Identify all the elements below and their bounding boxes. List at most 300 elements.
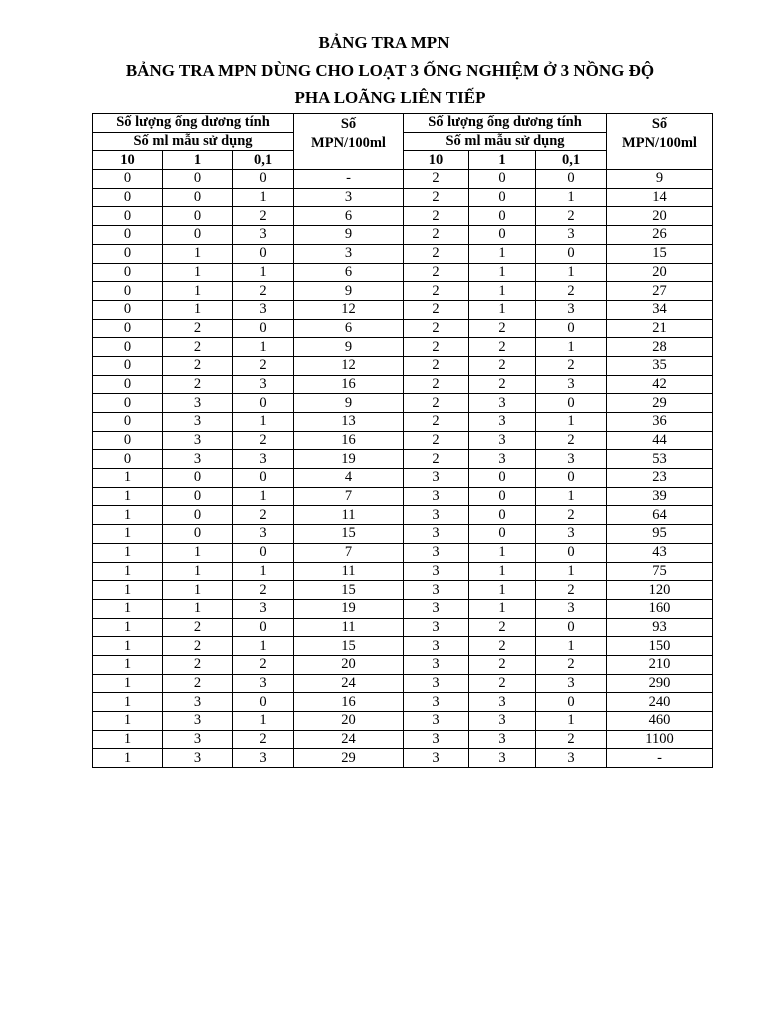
- right-tube-count-cell: 2: [536, 506, 607, 525]
- right-mpn-value-cell: 120: [607, 581, 713, 600]
- right-tube-count-cell: 2: [469, 637, 536, 656]
- right-tube-count-cell: 3: [404, 674, 469, 693]
- table-row: [93, 599, 713, 618]
- right-tube-count-cell: 3: [536, 450, 607, 469]
- right-tube-count-cell: 2: [404, 300, 469, 319]
- left-tube-count-cell: 1: [233, 188, 294, 207]
- table-row: [93, 356, 713, 375]
- right-tube-count-cell: 3: [469, 749, 536, 768]
- right-mpn-value-cell: 93: [607, 618, 713, 637]
- table-row: [93, 282, 713, 301]
- right-tube-count-cell: 1: [469, 282, 536, 301]
- left-mpn-value-cell: 12: [294, 300, 404, 319]
- right-tube-count-cell: 2: [404, 413, 469, 432]
- left-tube-count-cell: 1: [93, 506, 163, 525]
- left-tube-count-cell: 1: [93, 487, 163, 506]
- left-tube-count-cell: 2: [163, 375, 233, 394]
- left-tube-count-cell: 0: [233, 543, 294, 562]
- left-tube-count-cell: 0: [93, 319, 163, 338]
- left-tube-count-cell: 3: [163, 712, 233, 731]
- right-mpn-value-cell: 240: [607, 693, 713, 712]
- right-tube-count-cell: 3: [536, 749, 607, 768]
- right-mpn-header: [607, 114, 713, 170]
- left-tube-count-cell: 1: [163, 562, 233, 581]
- right-positive-tubes-header: Số lượng ống dương tính: [404, 114, 607, 133]
- left-tube-count-cell: 0: [93, 170, 163, 189]
- right-mpn-value-cell: 1100: [607, 730, 713, 749]
- right-tube-count-cell: 1: [536, 637, 607, 656]
- right-tube-count-cell: 2: [404, 319, 469, 338]
- left-mpn-value-cell: 9: [294, 226, 404, 245]
- table-row: [93, 263, 713, 282]
- table-row: [93, 712, 713, 731]
- right-mpn-value-cell: 460: [607, 712, 713, 731]
- right-tube-count-cell: 2: [469, 655, 536, 674]
- right-tube-count-cell: 1: [536, 712, 607, 731]
- right-mpn-value-cell: 160: [607, 599, 713, 618]
- left-mpn-value-cell: 19: [294, 599, 404, 618]
- header-row-1: [93, 114, 713, 133]
- right-tube-count-cell: 1: [469, 244, 536, 263]
- table-row: [93, 674, 713, 693]
- left-tube-count-cell: 0: [163, 188, 233, 207]
- table-row: [93, 300, 713, 319]
- right-tube-count-cell: 2: [469, 674, 536, 693]
- table-row: [93, 244, 713, 263]
- right-mpn-value-cell: 15: [607, 244, 713, 263]
- left-tube-count-cell: 3: [233, 375, 294, 394]
- left-dilution-10: 10: [93, 151, 163, 170]
- right-tube-count-cell: 3: [404, 581, 469, 600]
- left-tube-count-cell: 0: [163, 226, 233, 245]
- right-tube-count-cell: 3: [469, 693, 536, 712]
- right-tube-count-cell: 2: [469, 356, 536, 375]
- left-tube-count-cell: 0: [233, 394, 294, 413]
- left-mpn-value-cell: 15: [294, 637, 404, 656]
- table-header: [93, 114, 713, 170]
- left-mpn-value-cell: 16: [294, 431, 404, 450]
- right-tube-count-cell: 1: [536, 562, 607, 581]
- left-tube-count-cell: 3: [233, 525, 294, 544]
- left-mpn-value-cell: 9: [294, 338, 404, 357]
- right-tube-count-cell: 3: [404, 487, 469, 506]
- left-tube-count-cell: 3: [163, 730, 233, 749]
- table-row: [93, 375, 713, 394]
- left-mpn-value-cell: 7: [294, 487, 404, 506]
- left-mpn-value-cell: -: [294, 170, 404, 189]
- left-tube-count-cell: 1: [93, 469, 163, 488]
- left-tube-count-cell: 1: [233, 712, 294, 731]
- right-tube-count-cell: 2: [404, 394, 469, 413]
- left-tube-count-cell: 1: [93, 599, 163, 618]
- left-tube-count-cell: 3: [163, 413, 233, 432]
- right-tube-count-cell: 0: [536, 543, 607, 562]
- right-tube-count-cell: 3: [469, 431, 536, 450]
- subtitle-line-2: PHA LOÃNG LIÊN TIẾP: [294, 88, 486, 107]
- right-tube-count-cell: 2: [404, 338, 469, 357]
- table-row: [93, 655, 713, 674]
- left-tube-count-cell: 1: [233, 413, 294, 432]
- right-tube-count-cell: 0: [469, 469, 536, 488]
- left-tube-count-cell: 1: [233, 338, 294, 357]
- left-tube-count-cell: 2: [163, 637, 233, 656]
- left-mpn-value-cell: 20: [294, 655, 404, 674]
- left-tube-count-cell: 1: [163, 244, 233, 263]
- left-tube-count-cell: 1: [233, 487, 294, 506]
- table-row: [93, 394, 713, 413]
- right-tube-count-cell: 3: [536, 226, 607, 245]
- right-tube-count-cell: 2: [404, 263, 469, 282]
- right-mpn-value-cell: 75: [607, 562, 713, 581]
- right-mpn-value-cell: 53: [607, 450, 713, 469]
- left-tube-count-cell: 1: [233, 263, 294, 282]
- right-tube-count-cell: 0: [469, 170, 536, 189]
- table-row: [93, 170, 713, 189]
- left-tube-count-cell: 0: [93, 226, 163, 245]
- left-tube-count-cell: 2: [163, 655, 233, 674]
- right-tube-count-cell: 2: [469, 375, 536, 394]
- left-tube-count-cell: 0: [163, 506, 233, 525]
- left-mpn-value-cell: 16: [294, 693, 404, 712]
- right-tube-count-cell: 3: [536, 300, 607, 319]
- right-mpn-value-cell: 29: [607, 394, 713, 413]
- left-tube-count-cell: 0: [93, 450, 163, 469]
- left-mpn-value-cell: 12: [294, 356, 404, 375]
- left-mpn-value-cell: 9: [294, 282, 404, 301]
- right-tube-count-cell: 2: [404, 226, 469, 245]
- right-mpn-value-cell: 28: [607, 338, 713, 357]
- left-tube-count-cell: 0: [93, 282, 163, 301]
- left-tube-count-cell: 2: [233, 207, 294, 226]
- table-row: [93, 226, 713, 245]
- right-tube-count-cell: 2: [404, 188, 469, 207]
- left-tube-count-cell: 2: [163, 338, 233, 357]
- right-tube-count-cell: 3: [469, 394, 536, 413]
- left-tube-count-cell: 3: [163, 394, 233, 413]
- right-tube-count-cell: 2: [404, 450, 469, 469]
- right-tube-count-cell: 2: [536, 356, 607, 375]
- left-tube-count-cell: 2: [163, 319, 233, 338]
- left-mpn-header-line1: Số: [340, 116, 357, 132]
- left-tube-count-cell: 3: [163, 693, 233, 712]
- right-tube-count-cell: 2: [536, 207, 607, 226]
- right-tube-count-cell: 1: [536, 487, 607, 506]
- mpn-table: [92, 113, 713, 768]
- left-tube-count-cell: 1: [233, 562, 294, 581]
- table-row: [93, 581, 713, 600]
- table-row: [93, 637, 713, 656]
- right-mpn-value-cell: 43: [607, 543, 713, 562]
- right-tube-count-cell: 2: [404, 244, 469, 263]
- right-mpn-value-cell: 21: [607, 319, 713, 338]
- right-mpn-header-line2: MPN/100ml: [622, 135, 697, 151]
- table-row: [93, 749, 713, 768]
- table-row: [93, 487, 713, 506]
- left-tube-count-cell: 1: [93, 693, 163, 712]
- left-tube-count-cell: 1: [163, 263, 233, 282]
- table-row: [93, 319, 713, 338]
- right-tube-count-cell: 3: [404, 599, 469, 618]
- left-mpn-header: [294, 114, 404, 170]
- left-mpn-value-cell: 29: [294, 749, 404, 768]
- left-tube-count-cell: 1: [163, 300, 233, 319]
- right-mpn-value-cell: 9: [607, 170, 713, 189]
- page-title: BẢNG TRA MPN: [318, 33, 450, 52]
- right-tube-count-cell: 1: [536, 338, 607, 357]
- right-tube-count-cell: 3: [404, 543, 469, 562]
- left-tube-count-cell: 0: [93, 244, 163, 263]
- right-tube-count-cell: 0: [536, 319, 607, 338]
- table-row: [93, 618, 713, 637]
- left-tube-count-cell: 1: [163, 581, 233, 600]
- left-tube-count-cell: 0: [93, 394, 163, 413]
- left-mpn-value-cell: 15: [294, 525, 404, 544]
- right-tube-count-cell: 0: [469, 188, 536, 207]
- right-tube-count-cell: 3: [404, 618, 469, 637]
- right-mpn-value-cell: -: [607, 749, 713, 768]
- left-tube-count-cell: 0: [233, 618, 294, 637]
- right-mpn-value-cell: 20: [607, 207, 713, 226]
- left-tube-count-cell: 2: [233, 655, 294, 674]
- right-tube-count-cell: 0: [469, 226, 536, 245]
- left-tube-count-cell: 1: [93, 674, 163, 693]
- left-mpn-value-cell: 24: [294, 730, 404, 749]
- right-mpn-header-line1: Số: [651, 116, 668, 132]
- right-tube-count-cell: 0: [469, 506, 536, 525]
- right-tube-count-cell: 0: [536, 394, 607, 413]
- left-tube-count-cell: 2: [163, 674, 233, 693]
- left-tube-count-cell: 0: [233, 244, 294, 263]
- left-tube-count-cell: 2: [163, 356, 233, 375]
- left-tube-count-cell: 1: [233, 637, 294, 656]
- right-tube-count-cell: 2: [404, 282, 469, 301]
- right-mpn-value-cell: 290: [607, 674, 713, 693]
- left-tube-count-cell: 2: [163, 618, 233, 637]
- left-tube-count-cell: 0: [93, 207, 163, 226]
- right-tube-count-cell: 3: [536, 674, 607, 693]
- right-tube-count-cell: 3: [536, 525, 607, 544]
- left-tube-count-cell: 3: [163, 431, 233, 450]
- left-tube-count-cell: 3: [233, 749, 294, 768]
- right-tube-count-cell: 0: [536, 693, 607, 712]
- right-mpn-value-cell: 36: [607, 413, 713, 432]
- left-mpn-value-cell: 3: [294, 244, 404, 263]
- right-tube-count-cell: 0: [469, 207, 536, 226]
- right-tube-count-cell: 2: [469, 618, 536, 637]
- right-tube-count-cell: 0: [536, 244, 607, 263]
- left-sample-ml-header: Số ml mẫu sử dụng: [93, 132, 294, 151]
- table-row: [93, 431, 713, 450]
- right-tube-count-cell: 2: [404, 431, 469, 450]
- right-mpn-value-cell: 95: [607, 525, 713, 544]
- right-tube-count-cell: 2: [404, 356, 469, 375]
- left-tube-count-cell: 0: [93, 356, 163, 375]
- left-tube-count-cell: 1: [163, 599, 233, 618]
- left-tube-count-cell: 0: [93, 375, 163, 394]
- right-tube-count-cell: 3: [536, 375, 607, 394]
- right-tube-count-cell: 2: [536, 282, 607, 301]
- right-mpn-value-cell: 34: [607, 300, 713, 319]
- table-row: [93, 413, 713, 432]
- left-tube-count-cell: 0: [93, 338, 163, 357]
- right-tube-count-cell: 0: [536, 469, 607, 488]
- left-mpn-value-cell: 4: [294, 469, 404, 488]
- left-tube-count-cell: 0: [93, 413, 163, 432]
- left-mpn-value-cell: 15: [294, 581, 404, 600]
- left-tube-count-cell: 3: [163, 749, 233, 768]
- right-dilution-1: 1: [469, 151, 536, 170]
- left-tube-count-cell: 0: [93, 300, 163, 319]
- left-tube-count-cell: 0: [93, 263, 163, 282]
- right-mpn-value-cell: 35: [607, 356, 713, 375]
- right-tube-count-cell: 3: [469, 730, 536, 749]
- right-tube-count-cell: 0: [536, 170, 607, 189]
- left-tube-count-cell: 0: [233, 469, 294, 488]
- right-tube-count-cell: 2: [404, 207, 469, 226]
- left-tube-count-cell: 1: [93, 581, 163, 600]
- right-mpn-value-cell: 26: [607, 226, 713, 245]
- left-mpn-value-cell: 7: [294, 543, 404, 562]
- left-tube-count-cell: 1: [93, 730, 163, 749]
- left-tube-count-cell: 3: [233, 674, 294, 693]
- right-tube-count-cell: 2: [404, 170, 469, 189]
- left-tube-count-cell: 3: [233, 599, 294, 618]
- right-mpn-value-cell: 20: [607, 263, 713, 282]
- left-tube-count-cell: 2: [233, 730, 294, 749]
- right-tube-count-cell: 3: [469, 413, 536, 432]
- left-tube-count-cell: 3: [233, 450, 294, 469]
- left-dilution-1: 1: [163, 151, 233, 170]
- right-sample-ml-header: Số ml mẫu sử dụng: [404, 132, 607, 151]
- left-mpn-value-cell: 11: [294, 562, 404, 581]
- right-dilution-10: 10: [404, 151, 469, 170]
- right-tube-count-cell: 2: [536, 431, 607, 450]
- table-row: [93, 188, 713, 207]
- left-tube-count-cell: 0: [93, 188, 163, 207]
- right-tube-count-cell: 1: [469, 562, 536, 581]
- left-tube-count-cell: 0: [163, 469, 233, 488]
- right-tube-count-cell: 1: [469, 263, 536, 282]
- right-tube-count-cell: 2: [536, 730, 607, 749]
- left-tube-count-cell: 1: [93, 637, 163, 656]
- left-tube-count-cell: 0: [233, 319, 294, 338]
- table-row: [93, 730, 713, 749]
- right-tube-count-cell: 3: [404, 469, 469, 488]
- left-tube-count-cell: 1: [93, 618, 163, 637]
- left-tube-count-cell: 3: [163, 450, 233, 469]
- right-tube-count-cell: 2: [469, 319, 536, 338]
- left-positive-tubes-header: Số lượng ống dương tính: [93, 114, 294, 133]
- right-mpn-value-cell: 27: [607, 282, 713, 301]
- table-row: [93, 525, 713, 544]
- left-mpn-value-cell: 19: [294, 450, 404, 469]
- left-mpn-header-line2: MPN/100ml: [311, 135, 386, 151]
- left-mpn-value-cell: 6: [294, 263, 404, 282]
- right-mpn-value-cell: 44: [607, 431, 713, 450]
- left-tube-count-cell: 2: [233, 356, 294, 375]
- right-tube-count-cell: 1: [536, 188, 607, 207]
- right-tube-count-cell: 2: [536, 581, 607, 600]
- left-tube-count-cell: 1: [93, 749, 163, 768]
- right-tube-count-cell: 3: [404, 637, 469, 656]
- left-mpn-value-cell: 3: [294, 188, 404, 207]
- right-tube-count-cell: 2: [404, 375, 469, 394]
- right-dilution-0-1: 0,1: [536, 151, 607, 170]
- left-tube-count-cell: 0: [93, 431, 163, 450]
- right-tube-count-cell: 3: [404, 525, 469, 544]
- right-tube-count-cell: 3: [404, 506, 469, 525]
- right-tube-count-cell: 1: [536, 413, 607, 432]
- right-mpn-value-cell: 42: [607, 375, 713, 394]
- left-tube-count-cell: 1: [163, 543, 233, 562]
- right-tube-count-cell: 3: [469, 450, 536, 469]
- subtitle-line-1: BẢNG TRA MPN DÙNG CHO LOẠT 3 ỐNG NGHIỆM Ở 3 NỒNG ĐỘ: [125, 61, 655, 80]
- right-tube-count-cell: 3: [404, 749, 469, 768]
- left-tube-count-cell: 1: [163, 282, 233, 301]
- right-tube-count-cell: 3: [404, 562, 469, 581]
- right-mpn-value-cell: 39: [607, 487, 713, 506]
- right-mpn-value-cell: 210: [607, 655, 713, 674]
- left-mpn-value-cell: 6: [294, 207, 404, 226]
- table-row: [93, 562, 713, 581]
- left-tube-count-cell: 0: [163, 525, 233, 544]
- left-tube-count-cell: 0: [163, 487, 233, 506]
- table-row: [93, 450, 713, 469]
- right-mpn-value-cell: 14: [607, 188, 713, 207]
- right-tube-count-cell: 3: [404, 693, 469, 712]
- left-mpn-value-cell: 9: [294, 394, 404, 413]
- table-row: [93, 693, 713, 712]
- left-mpn-value-cell: 24: [294, 674, 404, 693]
- right-tube-count-cell: 2: [536, 655, 607, 674]
- right-mpn-value-cell: 150: [607, 637, 713, 656]
- left-tube-count-cell: 2: [233, 581, 294, 600]
- table-row: [93, 338, 713, 357]
- right-tube-count-cell: 3: [404, 655, 469, 674]
- table-row: [93, 207, 713, 226]
- right-tube-count-cell: 1: [469, 300, 536, 319]
- right-tube-count-cell: 1: [536, 263, 607, 282]
- right-tube-count-cell: 1: [469, 543, 536, 562]
- right-tube-count-cell: 1: [469, 599, 536, 618]
- right-tube-count-cell: 2: [469, 338, 536, 357]
- left-mpn-value-cell: 16: [294, 375, 404, 394]
- right-mpn-value-cell: 64: [607, 506, 713, 525]
- right-mpn-value-cell: 23: [607, 469, 713, 488]
- table-row: [93, 469, 713, 488]
- left-mpn-value-cell: 13: [294, 413, 404, 432]
- right-tube-count-cell: 0: [536, 618, 607, 637]
- left-mpn-value-cell: 11: [294, 618, 404, 637]
- left-tube-count-cell: 3: [233, 300, 294, 319]
- left-tube-count-cell: 0: [233, 170, 294, 189]
- right-tube-count-cell: 3: [536, 599, 607, 618]
- right-tube-count-cell: 1: [469, 581, 536, 600]
- right-tube-count-cell: 0: [469, 487, 536, 506]
- left-tube-count-cell: 0: [163, 170, 233, 189]
- table-row: [93, 543, 713, 562]
- left-mpn-value-cell: 11: [294, 506, 404, 525]
- left-tube-count-cell: 2: [233, 506, 294, 525]
- left-mpn-value-cell: 6: [294, 319, 404, 338]
- left-tube-count-cell: 1: [93, 543, 163, 562]
- left-tube-count-cell: 3: [233, 226, 294, 245]
- right-tube-count-cell: 3: [469, 712, 536, 731]
- left-tube-count-cell: 1: [93, 655, 163, 674]
- left-mpn-value-cell: 20: [294, 712, 404, 731]
- left-tube-count-cell: 0: [163, 207, 233, 226]
- table-body: [93, 170, 713, 768]
